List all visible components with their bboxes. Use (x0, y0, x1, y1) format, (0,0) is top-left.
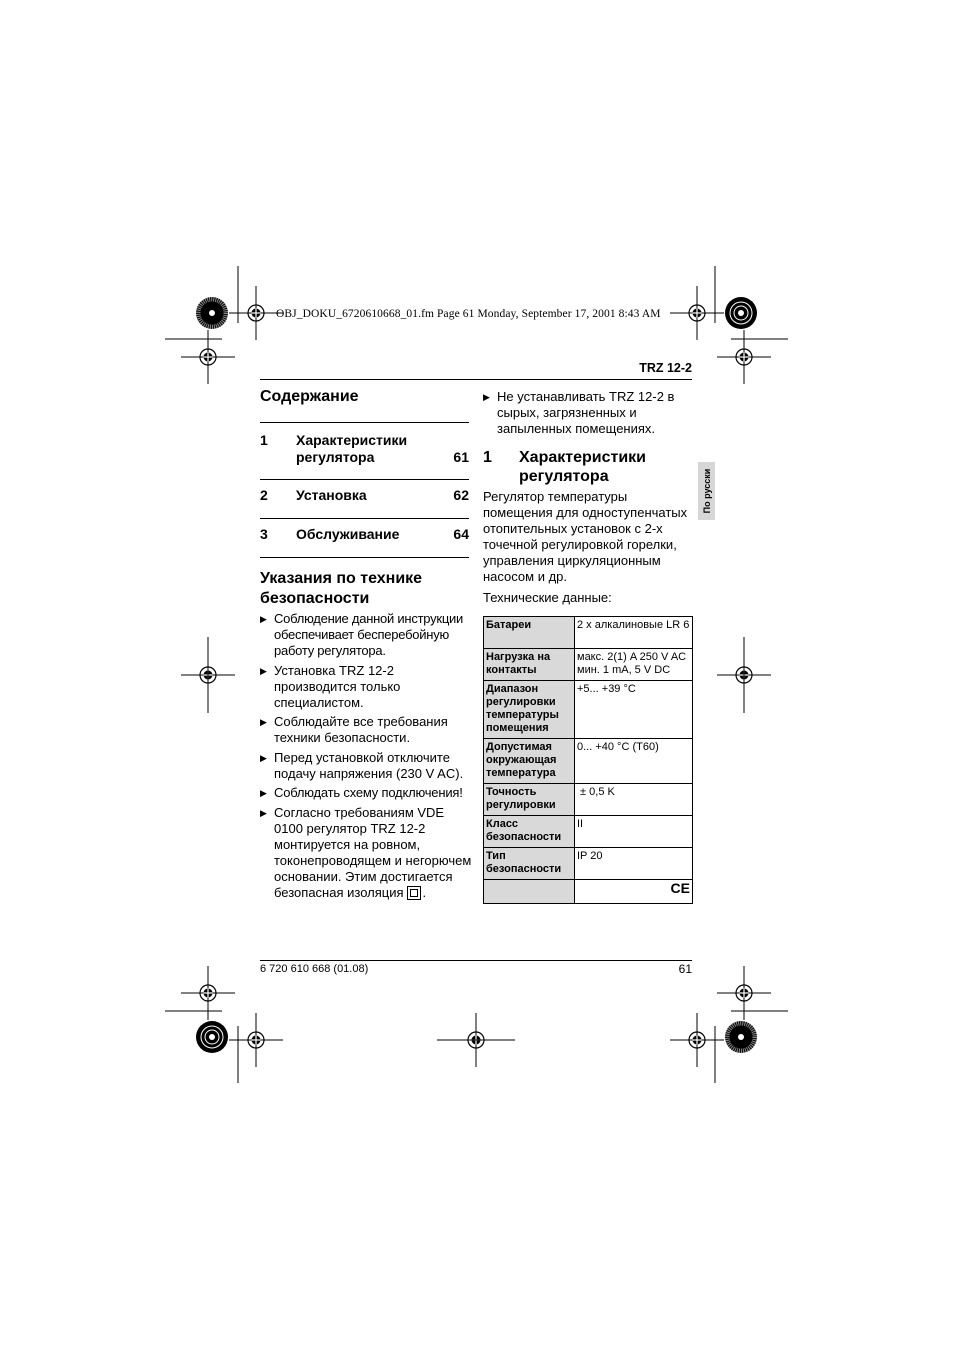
toc-item[interactable] (260, 487, 469, 504)
table-row (484, 649, 693, 681)
table-row (484, 880, 693, 904)
spec-value: +5... +39 °C (575, 681, 693, 739)
bullet-triangle-icon: ▶ (260, 717, 267, 727)
page-number: 61 (678, 962, 692, 976)
header-rule (260, 379, 692, 380)
section-title: Характеристики регулятора (519, 449, 647, 485)
safety-heading: Указания по технике безопасности (260, 570, 423, 607)
safety-list (260, 611, 474, 904)
double-insulation-icon (407, 886, 421, 900)
toc-rule (260, 518, 469, 519)
toc-title: Установка (296, 487, 367, 503)
list-item (260, 611, 474, 659)
footer-rule (260, 960, 692, 961)
list-item (260, 805, 474, 901)
spec-value: 2 x алкалиновые LR 6 (575, 617, 693, 649)
list-item (260, 714, 474, 746)
bullet-text: Не устанавливать TRZ 12-2 в сырых, загрязненных и запыленных помещениях. (497, 389, 675, 436)
spec-table (483, 616, 693, 904)
bullet-text: Соблюдение данной инструкции обеспечивает бесперебойную работу регулятора. (274, 611, 464, 658)
spec-value: IP 20 (575, 848, 693, 880)
section-intro: Регулятор температуры помещения для одноступенчатых отопительных установок с 2-х точечной регулировкой горелки, управления циркуляционным насосом и др. (483, 489, 688, 584)
contents-heading: Содержание (260, 388, 359, 405)
bullet-triangle-icon: ▶ (260, 665, 267, 676)
bullet-triangle-icon: ▶ (260, 788, 267, 798)
spec-key: Батареи (484, 617, 575, 649)
spec-key: Диапазон регулировки температуры помещения (484, 681, 575, 739)
language-tab-label: По русски (701, 468, 712, 514)
bullet-text: Соблюдать схему подключения! (274, 785, 463, 800)
toc-rule (260, 557, 469, 558)
spec-value: ± 0,5 K (575, 784, 693, 816)
document-code: TRZ 12-2 (639, 361, 692, 375)
toc-page: 62 (453, 487, 469, 503)
footer-document-number: 6 720 610 668 (01.08) (260, 963, 369, 975)
toc-item[interactable] (260, 526, 469, 543)
table-row (484, 816, 693, 848)
spec-key: Нагрузка на контакты (484, 649, 575, 681)
file-header: OBJ_DOKU_6720610668_01.fm Page 61 Monday, September 17, 2001 8:43 AM (276, 308, 661, 320)
table-row (484, 739, 693, 784)
spec-key: Класс безопасности (484, 816, 575, 848)
bullet-text: Соблюдайте все требования техники безопасности. (274, 714, 448, 745)
bullet-text: Согласно требованиям VDE 0100 регулятор TRZ 12-2 монтируется на ровном, токонепроводящем и негорючем основании. Этим достигается безопасная изоляция (274, 804, 472, 900)
bullet-triangle-icon: ▶ (260, 752, 267, 763)
spec-value: 0... +40 °C (T60) (575, 739, 693, 784)
toc-page: 61 (453, 449, 469, 465)
toc-rule (260, 479, 469, 480)
toc-item[interactable] (260, 432, 469, 466)
spec-key-empty (484, 880, 575, 904)
toc-title: Обслуживание (296, 526, 400, 542)
bullet-triangle-icon: ▶ (260, 807, 267, 818)
toc-title: Характеристики регулятора (296, 432, 408, 465)
toc-number: 3 (260, 526, 268, 542)
spec-key: Тип безопасности (484, 848, 575, 880)
toc-number: 2 (260, 487, 268, 503)
spec-key: Допустимая окружающая температура (484, 739, 575, 784)
spec-value: макс. 2(1) A 250 V AC мин. 1 mA, 5 V DC (575, 649, 693, 681)
bullet-suffix: . (422, 884, 427, 900)
bullet-triangle-icon: ▶ (483, 392, 490, 402)
bullet-text: Установка TRZ 12-2 производится только специалистом. (274, 662, 401, 710)
section-number: 1 (483, 449, 492, 466)
table-row (484, 784, 693, 816)
ce-mark: CE (575, 880, 693, 904)
bullet-triangle-icon: ▶ (260, 614, 267, 624)
list-item (260, 663, 474, 711)
spec-key: Точность регулировки (484, 784, 575, 816)
table-row (484, 681, 693, 739)
toc-number: 1 (260, 432, 268, 448)
table-row (484, 617, 693, 649)
language-tab (698, 462, 715, 520)
toc-page: 64 (453, 526, 469, 542)
tech-data-label: Технические данные: (483, 590, 612, 605)
list-item (260, 750, 474, 782)
list-item (260, 785, 474, 801)
warning-bullet (483, 389, 709, 437)
table-row (484, 848, 693, 880)
spec-value: II (575, 816, 693, 848)
bullet-text: Перед установкой отключите подачу напряжения (230 V AC). (274, 749, 464, 781)
contents-rule (260, 422, 469, 423)
